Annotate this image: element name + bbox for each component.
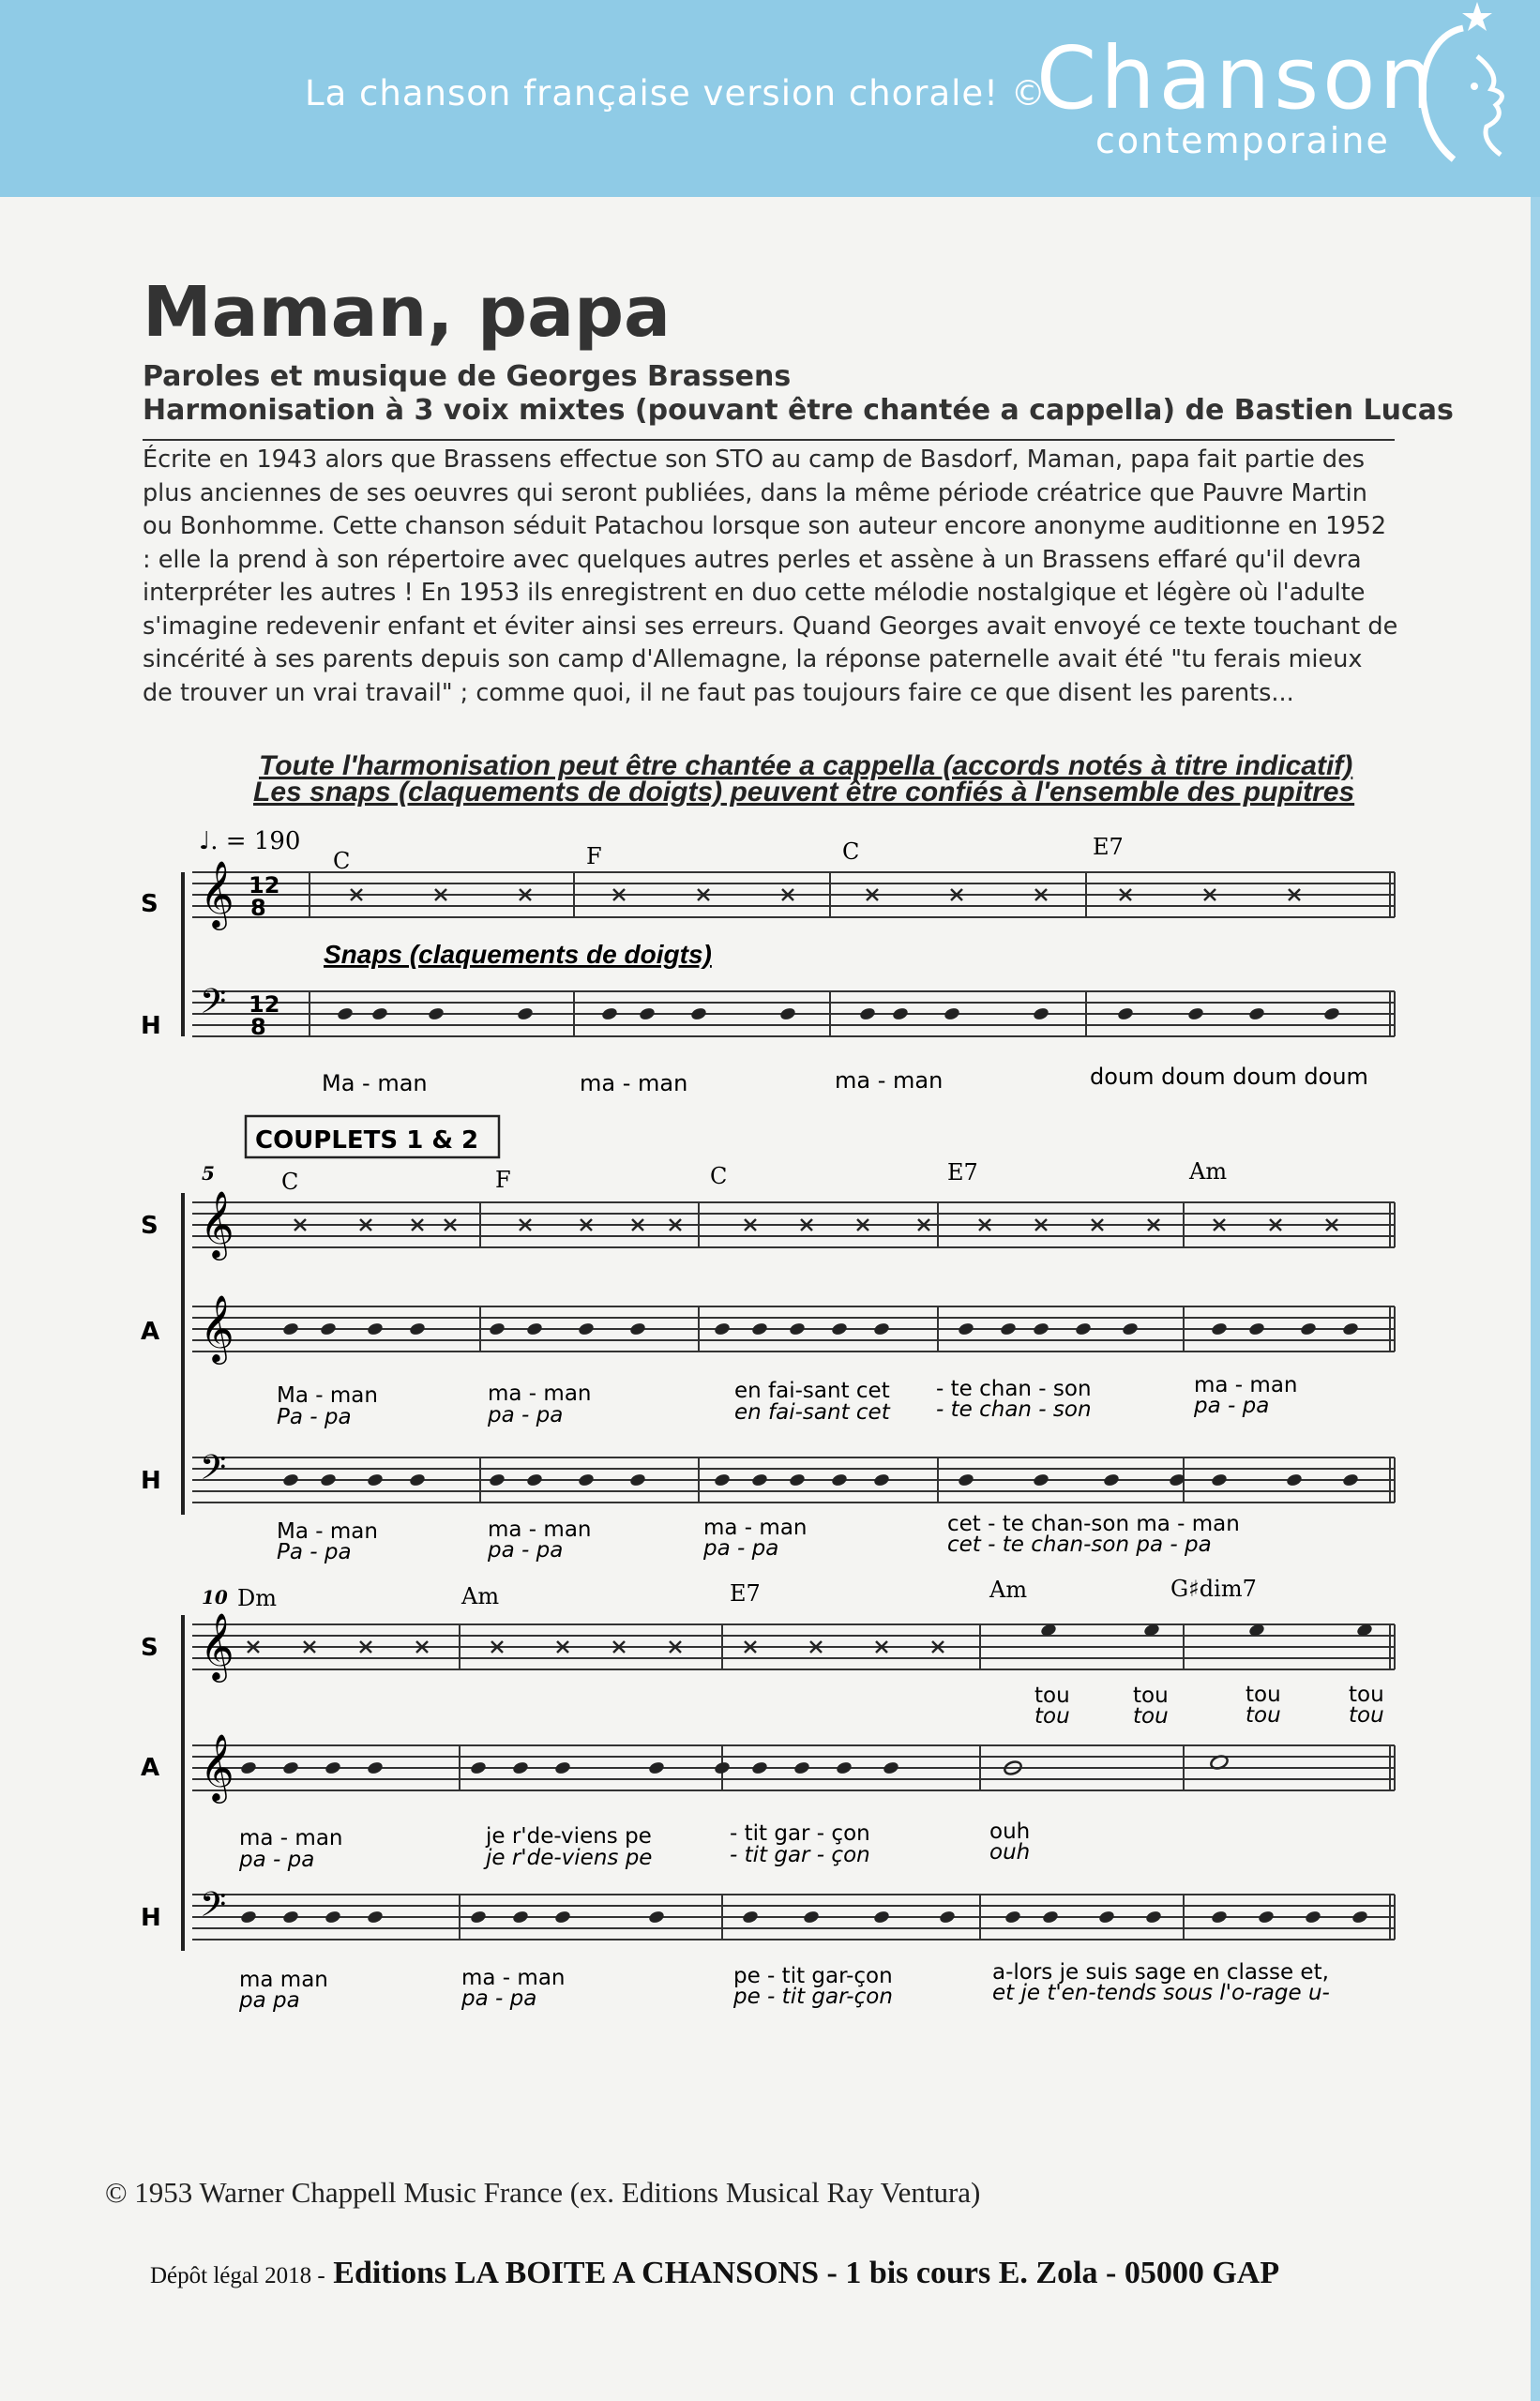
staff-s1 (192, 859, 1395, 930)
bass-clef-icon: 𝄢 (200, 982, 227, 1030)
treble-clef-icon: 𝄞 (200, 1293, 234, 1362)
lyric: je r'de-viens pe (486, 1824, 652, 1849)
copyright: © 1953 Warner Chappell Music France (ex. Editions Musical Ray Ventura) (105, 2176, 981, 2209)
voice-label-s: S (141, 1634, 159, 1662)
lyric: Ma - man (322, 1070, 428, 1096)
chord-symbol: Dm (237, 1585, 277, 1611)
system-1 (141, 834, 1395, 1096)
lyric: cet - te chan-son pa - pa (947, 1533, 1212, 1557)
lyric: tou (1349, 1683, 1384, 1707)
lyric: ouh (989, 1820, 1031, 1844)
bass-clef-icon: 𝄢 (200, 1885, 227, 1933)
lyric: ma - man (488, 1518, 592, 1542)
staff-s2 (192, 1189, 1395, 1261)
brand-subtitle: contemporaine (1095, 120, 1390, 161)
lyric: Pa - pa (277, 1540, 352, 1564)
lyric: tou (1034, 1704, 1070, 1729)
chord-symbol: F (495, 1167, 511, 1193)
staff-h3 (192, 1885, 1395, 1940)
song-title: Maman, papa (143, 272, 671, 353)
lyric: pa - pa (239, 1848, 315, 1872)
lyric: a-lors je suis sage en classe et, (992, 1960, 1329, 1985)
lyric: tou (1133, 1684, 1169, 1708)
system-2 (141, 1158, 1395, 1564)
staff-s3 (192, 1611, 1395, 1683)
lyric: en fai-sant cet (734, 1379, 890, 1403)
lyric: pa - pa (461, 1986, 537, 2011)
treble-clef-icon: 𝄞 (200, 859, 234, 928)
lyric: pe - tit gar-çon (733, 1985, 893, 2009)
chord-symbol: Am (461, 1583, 500, 1609)
intro-line: Écrite en 1943 alors que Brassens effectue son STO au camp de Basdorf, Maman, papa fait partie des (143, 445, 1366, 474)
brand-title: Chanson (1036, 28, 1438, 128)
lyric: je r'de-viens pe (486, 1846, 653, 1870)
lyric: et je t'en-tends sous l'o-rage u- (992, 1981, 1330, 2005)
snaps-label: Snaps (claquements de doigts) (324, 940, 712, 969)
time-signature: 12 (249, 991, 280, 1018)
chord-symbol: C (333, 848, 351, 874)
lyric: ma - man (239, 1826, 343, 1850)
chord-symbol: Am (989, 1577, 1028, 1603)
lyric: ouh (989, 1840, 1031, 1865)
chord-symbol: E7 (730, 1580, 761, 1607)
lyric: ma - man (835, 1067, 944, 1094)
couplets-label: COUPLETS 1 & 2 (255, 1126, 479, 1155)
chord-symbol: C (710, 1163, 728, 1189)
intro-line: sincérité à ses parents depuis son camp d'Allemagne, la réponse paternelle avait été "tu ferais mieux (143, 645, 1363, 673)
lyric: en fai-sant cet (734, 1400, 890, 1425)
intro-line: plus anciennes de ses oeuvres qui seront publiées, dans la même période créatrice que Pauvre Martin (143, 478, 1367, 507)
time-signature: 8 (250, 1014, 266, 1040)
intro-line: s'imagine redevenir enfant et éviter ainsi ses erreurs. Quand Georges avait envoyé ce texte touchant de (143, 612, 1398, 641)
lyric: pa - pa (1194, 1394, 1270, 1418)
chord-symbol: E7 (947, 1159, 978, 1185)
lyric: - te chan - son (936, 1377, 1092, 1401)
time-signature: 8 (250, 895, 266, 921)
lyric: tou (1034, 1684, 1070, 1708)
lyric: Ma - man (277, 1519, 378, 1544)
voice-label-a: A (141, 1754, 160, 1782)
lyric: pe - tit gar-çon (733, 1964, 893, 1988)
chord-symbol: C (842, 838, 860, 865)
lyric: tou (1246, 1683, 1281, 1707)
staff-a2 (192, 1293, 1395, 1365)
intro-line: : elle la prend à son répertoire avec quelques autres perles et assène à un Brassens effaré qu'il devra (143, 545, 1362, 574)
lyric: - te chan - son (936, 1397, 1092, 1422)
chord-symbol: C (281, 1169, 299, 1195)
song-arrangement: Harmonisation à 3 voix mixtes (pouvant être chantée a cappella) de Bastien Lucas (143, 394, 1454, 427)
measure-number: 10 (202, 1586, 228, 1608)
intro-line: de trouver un vrai travail" ; comme quoi, il ne faut pas toujours faire ce que disent les parents... (143, 678, 1294, 707)
lyric: - tit gar - çon (730, 1843, 870, 1867)
lyric: ma - man (580, 1070, 688, 1096)
lyric: Pa - pa (277, 1405, 352, 1429)
treble-clef-icon: 𝄞 (200, 1732, 234, 1801)
chord-symbol: E7 (1093, 834, 1124, 860)
lyric: cet - te chan-son ma - man (947, 1512, 1240, 1536)
intro-line: ou Bonhomme. Cette chanson séduit Patachou lorsque son auteur encore anonyme auditionne en 1952 (143, 512, 1387, 540)
system-3 (141, 1576, 1395, 2013)
voice-label-h: H (141, 1012, 161, 1040)
time-signature: 12 (249, 872, 280, 898)
measure-number: 5 (202, 1162, 215, 1185)
chord-symbol: F (586, 843, 602, 869)
lyric: ma man (239, 1968, 328, 1992)
lyric: pa - pa (703, 1536, 779, 1561)
depot-legal: Dépôt légal 2018 - (150, 2263, 325, 2288)
staff-h2 (192, 1448, 1395, 1503)
tempo-marking: ♩. = 190 (199, 827, 301, 855)
staff-h1 (192, 982, 1395, 1040)
lyric: tou (1246, 1703, 1281, 1728)
voice-label-h: H (141, 1904, 161, 1932)
treble-clef-icon: 𝄞 (200, 1189, 234, 1258)
lyric: pa - pa (488, 1403, 564, 1427)
voice-label-s: S (141, 1212, 159, 1240)
tagline: La chanson française version chorale! © (305, 73, 1047, 113)
voice-label-h: H (141, 1467, 161, 1495)
lyric: pa - pa (488, 1538, 564, 1563)
song-credit: Paroles et musique de Georges Brassens (143, 360, 792, 393)
lyric: - tit gar - çon (730, 1821, 870, 1846)
voice-label-s: S (141, 890, 159, 918)
staff-a3 (192, 1732, 1395, 1804)
snaps-note: Les snaps (claquements de doigts) peuvent être confiés à l'ensemble des pupitres (253, 777, 1355, 808)
lyric: ma - man (1194, 1373, 1298, 1397)
lyric: pa pa (239, 1988, 300, 2013)
lyric: ma - man (461, 1966, 566, 1990)
publisher-info: Editions LA BOITE A CHANSONS - 1 bis cours E. Zola - 05000 GAP (333, 2256, 1280, 2290)
lyric: tou (1133, 1704, 1169, 1729)
chord-symbol: G♯dim7 (1170, 1576, 1257, 1602)
lyric: ma - man (703, 1516, 808, 1540)
lyric: doum doum doum doum (1090, 1064, 1368, 1090)
treble-clef-icon: 𝄞 (200, 1611, 234, 1680)
lyric: Ma - man (277, 1383, 378, 1408)
bass-clef-icon: 𝄢 (200, 1448, 227, 1496)
lyric: ma - man (488, 1382, 592, 1406)
voice-label-a: A (141, 1318, 160, 1346)
acappella-note: Toute l'harmonisation peut être chantée a cappella (accords notés à titre indicatif) (259, 750, 1353, 781)
intro-line: interpréter les autres ! En 1953 ils enregistrent en duo cette mélodie nostalgique et légère où l'adulte (143, 579, 1366, 607)
chord-symbol: Am (1189, 1158, 1228, 1185)
lyric: tou (1349, 1703, 1384, 1728)
publisher-footer (150, 2256, 1279, 2291)
